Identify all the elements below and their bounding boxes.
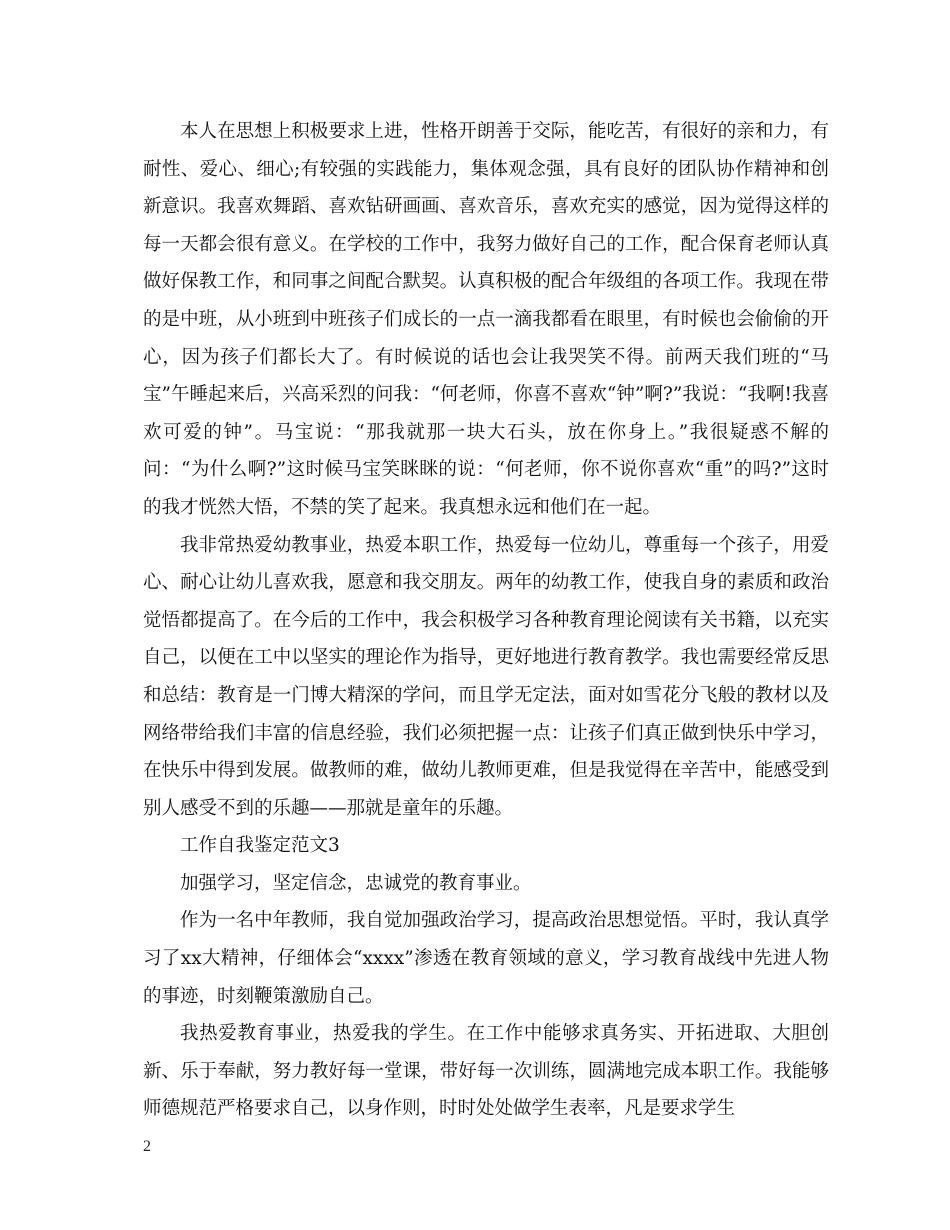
document-body [143,113,829,1128]
page-number: 2 [143,1138,151,1155]
section-heading: 工作自我鉴定范文3 [180,835,340,857]
paragraph-3: 加强学习，坚定信念，忠诚党的教育事业。 [180,872,532,894]
paragraph-4: 作为一名中年教师，我自觉加强政治学习，提高政治思想觉悟。平时，我认真学习了xx大精神，仔细体会“xxxx”渗透在教育领域的意义，学习教育战线中先进人物的事迹，时刻鞭策激励自己。 [143,910,829,1007]
paragraph-2: 我非常热爱幼教事业，热爱本职工作，热爱每一位幼儿，尊重每一个孩子，用爱心、耐心让幼儿喜欢我，愿意和我交朋友。两年的幼教工作，使我自身的素质和政治觉悟都提高了。在今后的工作中，我会积极学习各种教育理论阅读有关书籍，以充实自己，以便在工中以坚实的理论作为指导，更好地进行教育教学。我也需要经常反思和总结：教育是一门博大精深的学问，而且学无定法，面对如雪花分飞般的教材以及网络带给我们丰富的信息经验，我们必须把握一点：让孩子们真正做到快乐中学习，在快乐中得到发展。做教师的难，做幼儿教师更难，但是我觉得在辛苦中，能感受到别人感受不到的乐趣——那就是童年的乐趣。 [143,534,829,819]
paragraph-1: 本人在思想上积极要求上进，性格开朗善于交际，能吃苦，有很好的亲和力，有耐性、爱心、细心;有较强的实践能力，集体观念强，具有良好的团队协作精神和创新意识。我喜欢舞蹈、喜欢钻研画画、喜欢音乐，喜欢充实的感觉，因为觉得这样的每一天都会很有意义。在学校的工作中，我努力做好自己的工作，配合保育老师认真做好保教工作，和同事之间配合默契。认真积极的配合年级组的各项工作。我现在带的是中班，从小班到中班孩子们成长的一点一滴我都看在眼里，有时候也会偷偷的开心，因为孩子们都长大了。有时候说的话也会让我哭笑不得。前两天我们班的“马宝”午睡起来后，兴高采烈的问我：“何老师，你喜不喜欢“钟”啊?”我说：“我啊!我喜欢可爱的钟”。马宝说：“那我就那一块大石头，放在你身上。”我很疑惑不解的问：“为什么啊?”这时候马宝笑眯眯的说：“何老师，你不说你喜欢“重”的吗?”这时的我才恍然大悟，不禁的笑了起来。我真想永远和他们在一起。 [143,121,829,518]
paragraph-5: 我热爱教育事业，热爱我的学生。在工作中能够求真务实、开拓进取、大胆创新、乐于奉献，努力教好每一堂课，带好每一次训练，圆满地完成本职工作。我能够师德规范严格要求自己，以身作则，时时处处做学生表率，凡是要求学生 [143,1023,829,1120]
